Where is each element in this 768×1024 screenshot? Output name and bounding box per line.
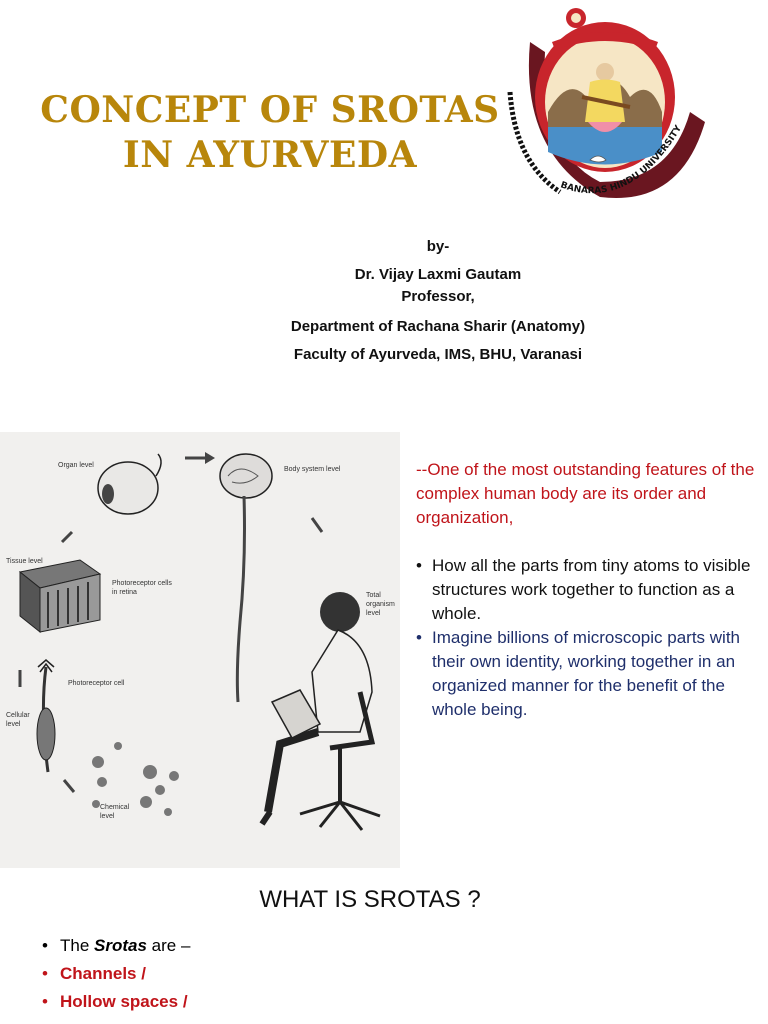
organization-levels-drawing [0,432,400,868]
label-photoreceptor-cells: Photoreceptor cells [112,580,172,587]
label-total-3: level [366,610,381,617]
section-heading: WHAT IS SROTAS ? [259,886,481,913]
label-body-system-level: Body system level [284,466,341,473]
label-tissue-level: Tissue level [6,558,43,565]
bullet-dot: • [42,992,48,1011]
title-line-2: IN AYURVEDA [122,134,418,176]
intro-text: One of the most outstanding features of the complex human body are its order and organization, [416,460,755,527]
list-item-text: Channels / [60,964,146,983]
label-photoreceptor-cell: Photoreceptor cell [68,680,125,687]
svg-text:BANARAS HINDU UNIVERSITY: BANARAS HINDU UNIVERSITY [559,123,685,197]
label-cellular-1: Cellular [6,712,30,719]
label-cellular-2: level [6,721,21,728]
slide-title [40,88,500,178]
bullet-parts-text: How all the parts from tiny atoms to visible structures work together to function as a whole. [432,556,751,623]
author-faculty: Faculty of Ayurveda, IMS, BHU, Varanasi [293,346,583,363]
author-by: by- [426,238,450,255]
list-item [42,988,190,1016]
bullet-dot: • [42,964,48,983]
bullet-billions-text: Imagine billions of microscopic parts with their own identity, working together in an organized manner for the benefit of the whole being. [432,628,741,719]
bullet-parts [416,554,764,626]
list-item-text: Hollow spaces / [60,992,188,1011]
bullet-dot: • [416,628,422,647]
author-department: Department of Rachana Sharir (Anatomy) [290,318,586,335]
university-logo [490,2,718,214]
intro-paragraph [416,458,764,530]
label-chemical-1: Chemical [100,804,130,811]
label-photoreceptor-cells-2: in retina [112,589,137,596]
bullet-dot: • [416,556,422,575]
label-total-2: organism [366,601,395,608]
bullet-dot: • [42,936,48,955]
label-organ-level: Organ level [58,462,94,469]
label-chemical-2: level [100,813,115,820]
lead-pre: The [60,936,95,955]
author-block [200,236,676,366]
bullet-billions [416,626,764,722]
lead-post: are – [146,936,191,955]
author-role: Professor, [401,288,475,305]
title-line-1: CONCEPT OF SROTAS [40,89,500,131]
intro-prefix: -- [416,460,428,479]
list-lead [42,932,190,960]
organization-text [416,458,764,722]
author-name: Dr. Vijay Laxmi Gautam [354,266,522,283]
lead-emphasis: Srotas [94,936,147,955]
label-total-1: Total [366,592,381,599]
list-item [42,960,190,988]
srotas-list [42,932,190,1016]
organization-levels-figure [0,432,400,868]
